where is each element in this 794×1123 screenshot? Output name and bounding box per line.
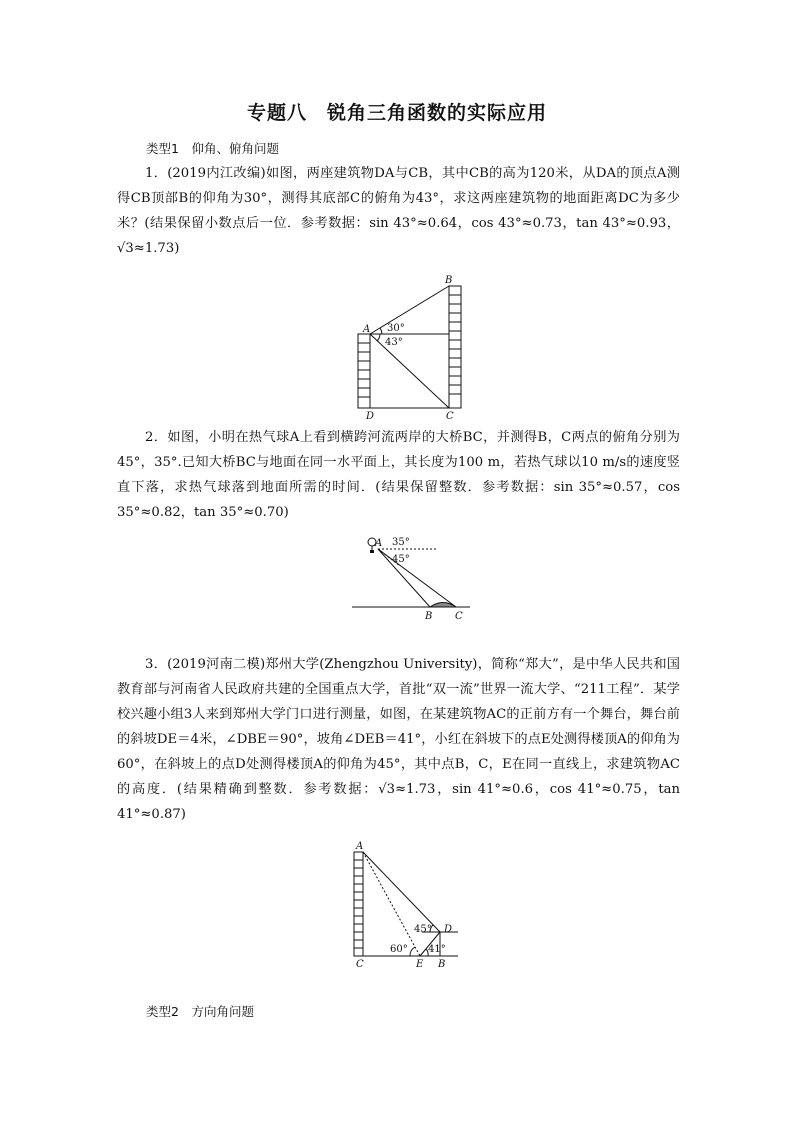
label-e: E bbox=[416, 959, 424, 970]
label-angle-45: 45° bbox=[414, 924, 432, 935]
problem-3-figure bbox=[350, 840, 462, 972]
label-angle-45: 45° bbox=[392, 554, 410, 565]
section-heading-type1: 类型1 仰角、俯角问题 bbox=[146, 141, 279, 156]
problem-3-text: 3．(2019河南二模)郑州大学(Zhengzhou University)，简称“郑大”，是中华人民共和国教育部与河南省人民政府共建的全国重点大学，首批“双一流”世界一流大学、“211工程”．某学校兴趣小组3人来到郑州大学门口进行测量，如图，在某建筑物AC的正前方有一个舞台，舞台前的斜坡DE＝4米，∠DBE＝90°，坡角∠DEB＝41°，小红在斜坡下的点E处测得楼顶A的仰角为60°，在斜坡上的点D处测得楼顶A的仰角为45°，其中点B，C，E在同一直线上，求建筑物AC的高度．(结果精确到整数．参考数据：√3≈1.73，sin 41°≈0.6，cos 41°≈0.75，tan 41°≈0.87) bbox=[117, 657, 680, 822]
label-angle-35: 35° bbox=[392, 537, 410, 548]
label-a: A bbox=[375, 538, 383, 549]
label-c: C bbox=[356, 959, 364, 970]
building-cb bbox=[449, 286, 461, 408]
label-angle-43: 43° bbox=[385, 337, 403, 348]
bridge-bc bbox=[430, 603, 456, 608]
label-angle-41: 41° bbox=[428, 944, 446, 955]
building-da bbox=[358, 334, 370, 408]
label-b: B bbox=[425, 611, 433, 622]
problem-2-figure bbox=[350, 532, 475, 624]
label-a: A bbox=[356, 841, 364, 852]
page-title: 专题八 锐角三角函数的实际应用 bbox=[246, 102, 547, 124]
building-ac bbox=[354, 852, 363, 956]
label-b: B bbox=[445, 275, 453, 286]
label-a: A bbox=[363, 324, 371, 335]
sight-line-ac bbox=[370, 334, 449, 408]
problem-2-text: 2．如图，小明在热气球A上看到横跨河流两岸的大桥BC，并测得B，C两点的俯角分别为45°，35°.已知大桥BC与地面在同一水平面上，其长度为100 m，若热气球以10 m/s的速度竖直下落，求热气球落到地面所需的时间．(结果保留整数．参考数据：sin 35°≈0.57，cos 35°≈0.82，tan 35°≈0.70) bbox=[117, 430, 680, 520]
angle-arc-30 bbox=[380, 328, 382, 334]
sight-line-ac bbox=[378, 549, 456, 607]
label-c: C bbox=[446, 411, 454, 422]
label-d: D bbox=[366, 411, 375, 422]
angle-arc-43 bbox=[377, 334, 380, 341]
sight-line-ab bbox=[370, 286, 449, 334]
problem-1-text: 1．(2019内江改编)如图，两座建筑物DA与CB，其中CB的高为120米，从DA的顶点A测得CB顶部B的仰角为30°，测得其底部C的俯角为43°，求这两座建筑物的地面距离DC为多少米？(结果保留小数点后一位．参考数据：sin 43°≈0.64，cos 43°≈0.73，tan 43°≈0.93，√3≈1.73) bbox=[117, 166, 680, 256]
section-heading-type2: 类型2 方向角问题 bbox=[146, 1004, 254, 1019]
label-angle-60: 60° bbox=[390, 944, 408, 955]
sight-line-ad bbox=[363, 852, 440, 932]
problem-1-figure bbox=[350, 274, 480, 424]
label-c: C bbox=[455, 611, 463, 622]
sight-line-ae bbox=[363, 852, 420, 956]
label-d: D bbox=[444, 924, 453, 935]
label-angle-30: 30° bbox=[387, 323, 405, 334]
label-b: B bbox=[438, 959, 446, 970]
